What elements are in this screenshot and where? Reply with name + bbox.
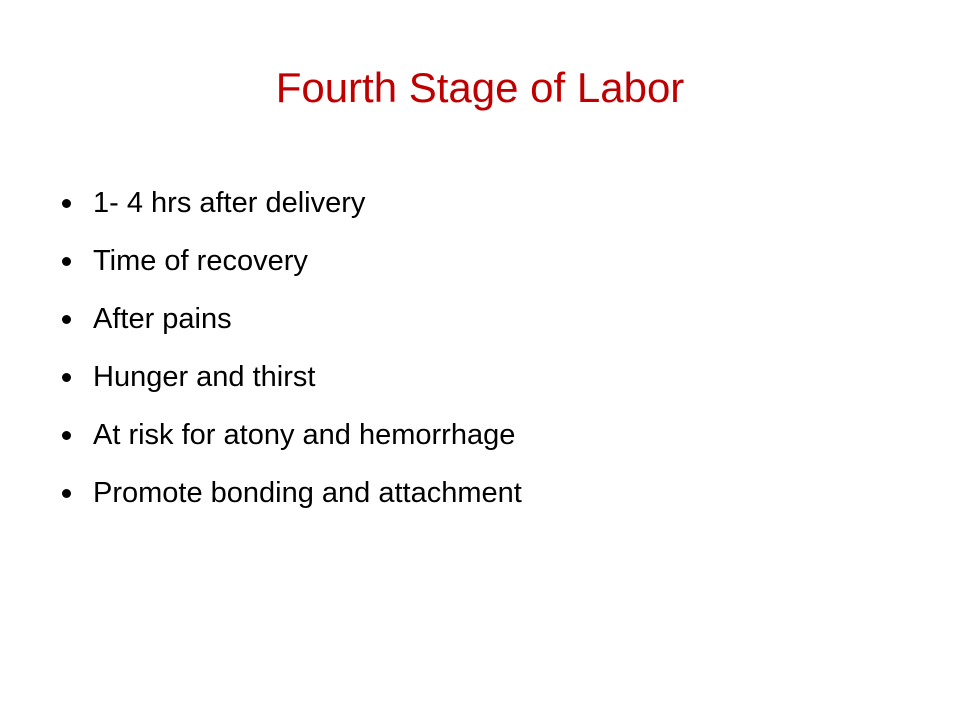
bullet-text: Promote bonding and attachment (93, 476, 522, 509)
bullet-text: Hunger and thirst (93, 360, 316, 393)
slide-title: Fourth Stage of Labor (275, 64, 685, 111)
bullet-icon (62, 489, 71, 498)
bullet-icon (62, 431, 71, 440)
bullet-item (60, 406, 900, 464)
bullet-text: After pains (93, 302, 232, 335)
bullet-item (60, 232, 900, 290)
bullet-item (60, 290, 900, 348)
bullet-item (60, 464, 900, 522)
bullet-icon (62, 373, 71, 382)
bullet-icon (62, 257, 71, 266)
bullet-list (60, 174, 900, 522)
bullet-text: 1- 4 hrs after delivery (93, 186, 366, 219)
bullet-item (60, 174, 900, 232)
bullet-item (60, 348, 900, 406)
bullet-text: At risk for atony and hemorrhage (93, 418, 516, 451)
bullet-text: Time of recovery (93, 244, 308, 277)
bullet-icon (62, 315, 71, 324)
bullet-icon (62, 199, 71, 208)
